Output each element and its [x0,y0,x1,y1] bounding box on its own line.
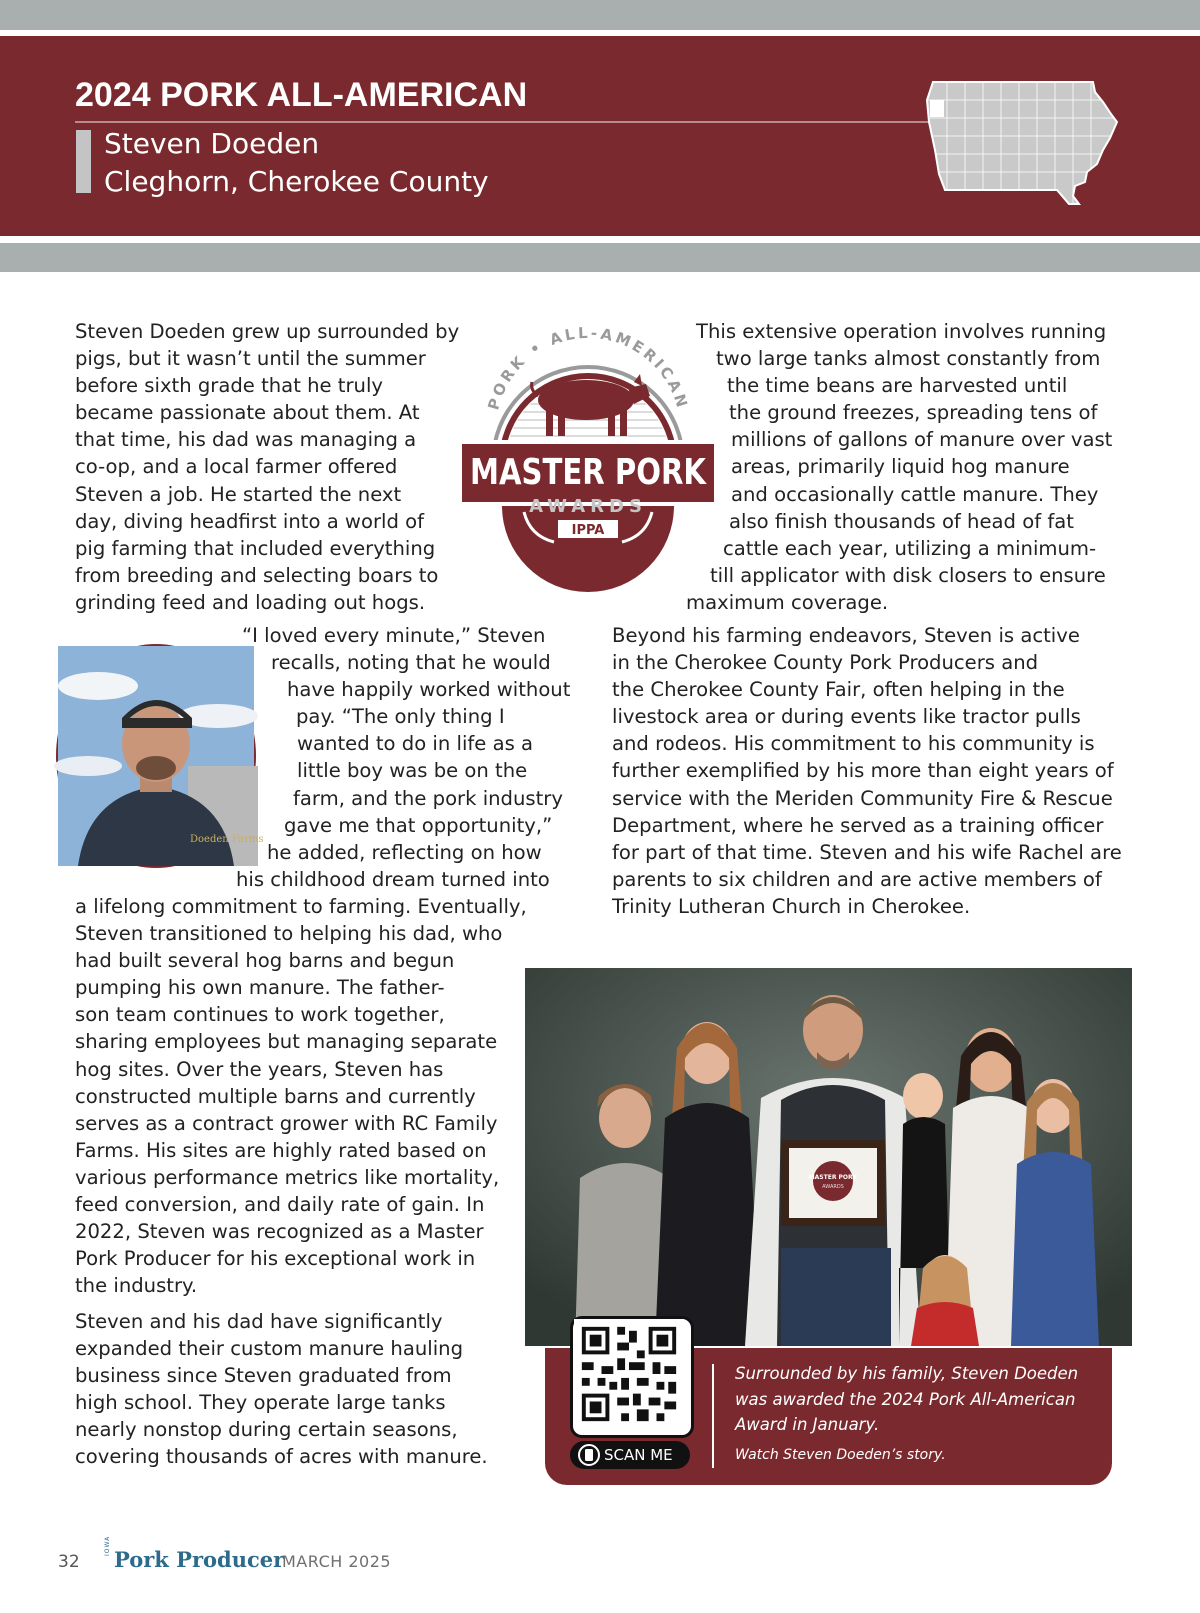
publication-logo: Pork Producer [114,1547,285,1572]
phone-icon [578,1444,600,1466]
iowa-map-icon [925,78,1125,210]
scan-me-badge[interactable] [570,1441,690,1469]
caption-divider [712,1364,714,1468]
master-pork-awards-badge [458,312,718,604]
honoree-name: Steven Doeden [104,127,320,160]
page-number: 32 [58,1552,80,1572]
paragraph-2-wrap: “I loved every minute,” Steven recalls, noting that he would have happily worked without pay. “The only thing I wanted to do in life as a little boy was be on the farm, and the pork industry gave me that opportunity,” he added, reflecting on how his childhood dream turned into [236,624,571,891]
watch-story-link[interactable]: Watch Steven Doeden’s story. [735,1447,946,1463]
name-accent-bar [76,130,91,193]
frame-badge-title: MASTER PORK [808,1174,858,1181]
frame-badge-subtitle: AWARDS [822,1184,844,1190]
paragraph-2-body: a lifelong commitment to farming. Eventually, Steven transitioned to helping his dad, who had built several hog barns and begun pumping his own manure. The father- son team continues to work together, sharing employees but managing separate hog sites. Over the years, Steven has constructed multiple barns and currently serves as a contract grower with RC Family Farms. His sites are highly rated based on various performance metrics like mortality, feed conversion, and daily rate of gain. In 2022, Steven was recognized as a Master Pork Producer for his exceptional work in the industry. [75,895,527,1298]
issue-date: MARCH 2025 [282,1552,392,1571]
paragraph-5: Beyond his farming endeavors, Steven is active in the Cherokee County Pork Producers and the Cherokee County Fair, often helping in the livestock area or during events like tractor pulls and rodeos. His commitment to his community is further exemplified by his more than eight years of service with the Meriden Community Fire & Rescue Department, where he served as a training officer for part of that time. Steven and his wife Rachel are parents to six children and are active members of Trinity Lutheran Church in Cherokee. [612,624,1122,918]
honoree-location: Cleghorn, Cherokee County [104,165,489,198]
badge-org: IPPA [571,523,605,538]
qr-code-icon [573,1319,685,1429]
title-divider [75,121,945,123]
portrait-photo [56,644,264,868]
bottom-gray-bar [0,243,1200,272]
publication-prefix: IOWA [104,1535,111,1556]
paragraph-4: This extensive operation involves running two large tanks almost constantly from the time beans are harvested until the ground freezes, spreading tens of millions of gallons of manure over vast areas, primarily liquid hog manure and occasionally cattle manure. They also finish thousands of head of fat cattle each year, utilizing a minimum- till applicator with disk closers to ensure maximum coverage. [686,320,1113,614]
paragraph-1: Steven Doeden grew up surrounded by pigs, but it wasn’t until the summer before sixth grade that he truly became passionate about them. At that time, his dad was managing a co-op, and a local farmer offered Steven a job. He started the next day, diving headfirst into a world of pig farming that included everything from breeding and selecting boars to grinding feed and loading out hogs. [75,320,460,614]
badge-title: MASTER PORK [470,452,707,493]
cherokee-county-marker [930,100,944,117]
top-gray-bar [0,0,1200,30]
page-title: 2024 PORK ALL-AMERICAN [75,76,528,114]
qr-code[interactable] [570,1316,694,1438]
paragraph-3: Steven and his dad have significantly expanded their custom manure hauling business since Steven graduated from high school. They operate large tanks nearly nonstop during certain seasons, covering thousands of acres with manure. [75,1310,488,1469]
badge-subtitle: AWARDS [529,496,647,517]
badge-arc-text: PORK • ALL-AMERICAN [484,323,692,413]
scan-me-label: SCAN ME [604,1446,673,1464]
family-photo [525,968,1132,1346]
sweater-logo: Doeden Farms [190,834,264,845]
photo-caption: Surrounded by his family, Steven Doeden was awarded the 2024 Pork All-American Award in January. [735,1364,1079,1434]
